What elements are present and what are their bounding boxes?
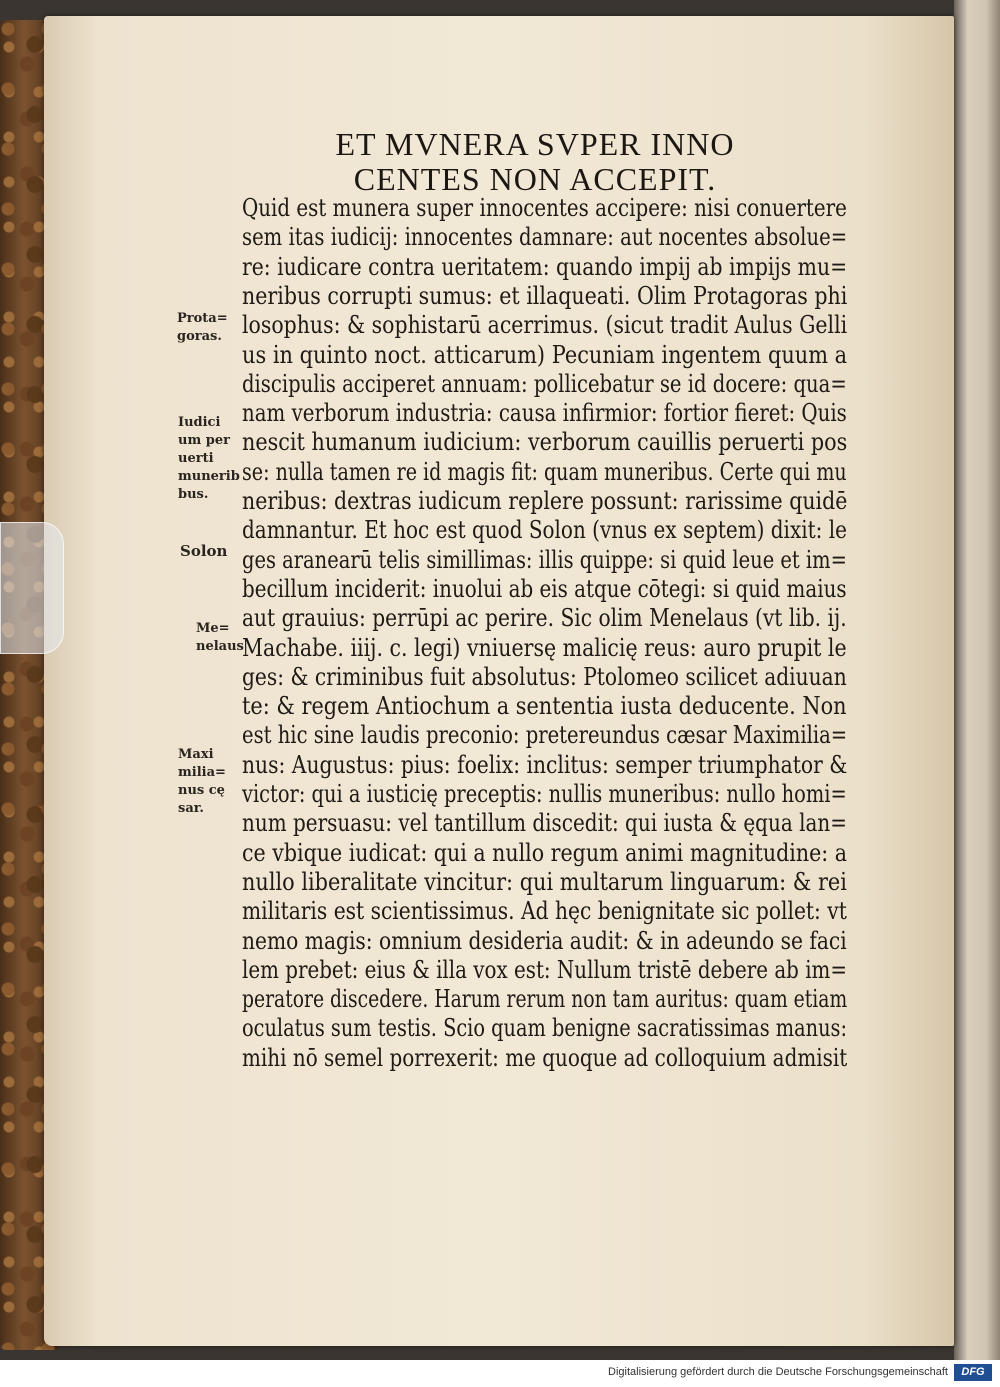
text-line: discipulis acciperet annuam: pollicebatur se id docere: qua= bbox=[242, 369, 847, 398]
text-line: sem itas iudicij: innocentes damnare: aut nocentes absolue= bbox=[242, 223, 848, 252]
text-line: re: iudicare contra ueritatem: quando impij ab impijs mu= bbox=[242, 252, 848, 281]
text-line: nescit humanum iudicium: verborum cauillis peruerti pos bbox=[242, 428, 848, 457]
margin-note-line: bus. bbox=[178, 487, 209, 502]
text-line: peratore discedere. Harum rerum non tam auritus: quam etiam bbox=[242, 985, 848, 1014]
text-line: aut grauius: perrūpi ac perire. Sic olim Menelaus (vt lib. ij. bbox=[242, 604, 847, 633]
text-line: est hic sine laudis preconio: pretereundus cæsar Maximilia= bbox=[242, 721, 848, 750]
text-line: us in quinto noct. atticarum) Pecuniam ingentem quum a bbox=[242, 340, 848, 369]
margin-note-solon bbox=[180, 542, 250, 560]
text-line: Quid est munera super innocentes accipere: nisi conuertere bbox=[242, 194, 847, 222]
text-line: ges: & criminibus fuit absolutus: Ptolomeo scilicet adiuuan bbox=[242, 662, 847, 691]
text-line: losophus: & sophistarū acerrimus. (sicut tradit Aulus Gelli bbox=[242, 311, 848, 340]
text-line: ce vbique iudicat: qui a nullo regum animi magnitudine: a bbox=[242, 838, 847, 867]
footer-bar bbox=[0, 1360, 1000, 1387]
text-line: nus: Augustus: pius: foelix: inclitus: semper triumphator & bbox=[242, 750, 848, 779]
page-heading-line-2: CENTES NON ACCEPIT. bbox=[353, 161, 717, 197]
page-heading-line-1: ET MVNERA SVPER INNO bbox=[335, 126, 735, 162]
text-line: damnantur. Et hoc est quod Solon (vnus ex septem) dixit: le bbox=[242, 516, 847, 545]
margin-note-line: nus cę bbox=[178, 783, 225, 798]
text-line: Machabe. iiij. c. legi) vniuersę malicię reus: auro prupit le bbox=[242, 633, 847, 662]
text-line: lem prebet: eius & illa vox est: Nullum tristē debere ab im= bbox=[242, 955, 848, 984]
text-line: ges aranearū telis simillimas: illis quippe: si quid leue et im= bbox=[242, 545, 847, 574]
text-line: nemo magis: omnium desideria audit: & in adeundo se faci bbox=[242, 926, 847, 955]
margin-note-iudicium bbox=[178, 414, 248, 504]
margin-note-line: uerti bbox=[178, 451, 214, 466]
dfg-logo-icon: DFG bbox=[954, 1364, 992, 1381]
margin-note-line: Me= bbox=[196, 621, 230, 636]
text-line: nam verborum industria: causa infirmior: fortior fieret: Quis bbox=[242, 399, 847, 428]
text-line: te: & regem Antiochum a sententia iusta deducente. Non bbox=[242, 692, 847, 721]
text-line: militaris est scientissimus. Ad hęc benignitate sic pollet: vt bbox=[242, 897, 847, 926]
text-line: oculatus sum testis. Scio quam benigne sacratissimas manus: bbox=[242, 1014, 847, 1043]
margin-note-line: nelaus bbox=[196, 639, 244, 654]
text-line: neribus corrupti sumus: et illaqueati. Olim Protagoras phi bbox=[242, 281, 848, 310]
text-line: neribus: dextras iudicum replere possunt: rarissime quidē bbox=[242, 487, 848, 515]
margin-note-line: milia= bbox=[178, 765, 226, 780]
margin-note-line: goras. bbox=[177, 329, 222, 344]
margin-note-line: Maxi bbox=[178, 747, 214, 762]
margin-note-protagoras bbox=[177, 310, 247, 346]
text-line: nullo liberalitate vincitur: qui multarum linguarum: & rei bbox=[242, 867, 847, 896]
margin-note-line: Solon bbox=[180, 542, 228, 560]
margin-note-line: munerib bbox=[178, 469, 240, 484]
text-line: se: nulla tamen re id magis fit: quam muneribus. Certe qui mu bbox=[242, 457, 847, 486]
text-line: becillum inciderit: inuolui ab eis atque cōtegi: si quid maius bbox=[242, 574, 847, 603]
text-line: victor: qui a iusticię preceptis: nullis muneribus: nullo homi= bbox=[242, 780, 847, 808]
page-clip bbox=[0, 522, 64, 654]
facing-page-edge bbox=[954, 0, 1000, 1360]
margin-note-line: Iudici bbox=[178, 415, 221, 430]
margin-note-line: Prota= bbox=[177, 311, 228, 326]
margin-note-menelaus bbox=[196, 620, 266, 656]
margin-note-line: sar. bbox=[178, 801, 204, 816]
text-line: num persuasu: vel tantillum discedit: qui iusta & ęqua lan= bbox=[242, 809, 847, 838]
margin-note-maximilianus bbox=[178, 746, 248, 818]
text-line: mihi nō semel porrexerit: me quoque ad colloquium admisit bbox=[242, 1043, 848, 1072]
footer-credit: Digitalisierung gefördert durch die Deutsche Forschungsgemeinschaft bbox=[608, 1366, 948, 1378]
margin-note-line: um per bbox=[178, 433, 230, 448]
